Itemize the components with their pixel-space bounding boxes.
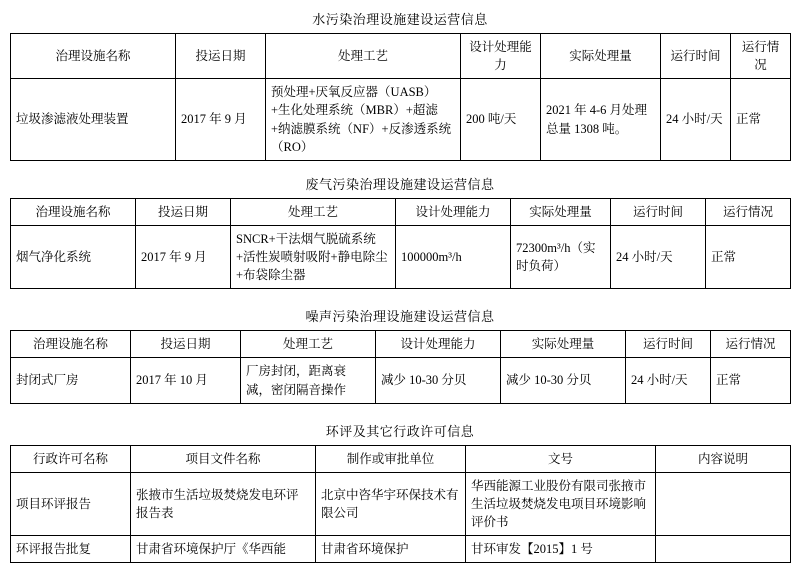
cell-issuer: 北京中咨华宇环保技术有限公司: [316, 472, 466, 535]
cell-design-capacity: 200 吨/天: [461, 79, 541, 161]
cell-permit-name: 项目环评报告: [11, 472, 131, 535]
cell-actual-volume: 72300m³/h（实时负荷）: [511, 225, 611, 288]
table-row: [11, 225, 791, 288]
cell-run-time: 24 小时/天: [661, 79, 731, 161]
section-noise: [10, 307, 790, 403]
col-header-start-date: 投运日期: [131, 331, 241, 358]
section-waste-gas: [10, 175, 790, 290]
col-header-facility-name: 治理设施名称: [11, 34, 176, 79]
table-row: [11, 79, 791, 161]
cell-start-date: 2017 年 10 月: [131, 358, 241, 403]
cell-permit-name: 环评报告批复: [11, 536, 131, 563]
table-waste-gas: [10, 198, 791, 290]
cell-document-name: 甘肃省环境保护厅《华西能: [131, 536, 316, 563]
cell-issuer: 甘肃省环境保护: [316, 536, 466, 563]
section-permits: [10, 422, 790, 563]
cell-process: SNCR+干法烟气脱硫系统+活性炭喷射吸附+静电除尘+布袋除尘器: [231, 225, 396, 288]
col-header-actual-volume: 实际处理量: [541, 34, 661, 79]
col-header-design-capacity: 设计处理能力: [376, 331, 501, 358]
cell-description: [656, 536, 791, 563]
cell-run-time: 24 小时/天: [626, 358, 711, 403]
col-header-document-name: 项目文件名称: [131, 445, 316, 472]
section-spacer: [10, 161, 790, 171]
table-row: [11, 472, 791, 535]
section-title-waste-gas: 废气污染治理设施建设运营信息: [305, 176, 495, 192]
col-header-start-date: 投运日期: [136, 198, 231, 225]
col-header-status: 运行情况: [731, 34, 791, 79]
cell-design-capacity: 减少 10-30 分贝: [376, 358, 501, 403]
cell-status: 正常: [711, 358, 791, 403]
section-title-permits: 环评及其它行政许可信息: [325, 423, 475, 439]
col-header-facility-name: 治理设施名称: [11, 331, 131, 358]
cell-actual-volume: 2021 年 4-6 月处理总量 1308 吨。: [541, 79, 661, 161]
section-water: [10, 10, 790, 161]
col-header-actual-volume: 实际处理量: [501, 331, 626, 358]
cell-start-date: 2017 年 9 月: [136, 225, 231, 288]
cell-facility-name: 垃圾渗滤液处理装置: [11, 79, 176, 161]
table-permits: [10, 445, 791, 563]
col-header-design-capacity: 设计处理能力: [461, 34, 541, 79]
col-header-process: 处理工艺: [241, 331, 376, 358]
cell-status: 正常: [706, 225, 791, 288]
table-header-row: [11, 445, 791, 472]
cell-description: [656, 472, 791, 535]
cell-status: 正常: [731, 79, 791, 161]
col-header-process: 处理工艺: [231, 198, 396, 225]
section-spacer: [10, 289, 790, 303]
col-header-status: 运行情况: [706, 198, 791, 225]
table-noise: [10, 330, 791, 403]
col-header-description: 内容说明: [656, 445, 791, 472]
section-title-water: 水污染治理设施建设运营信息: [312, 12, 488, 27]
col-header-process: 处理工艺: [266, 34, 461, 79]
col-header-document-number: 文号: [466, 445, 656, 472]
col-header-run-time: 运行时间: [611, 198, 706, 225]
col-header-issuer: 制作或审批单位: [316, 445, 466, 472]
table-row: [11, 358, 791, 403]
cell-design-capacity: 100000m³/h: [396, 225, 511, 288]
cell-facility-name: 烟气净化系统: [11, 225, 136, 288]
col-header-facility-name: 治理设施名称: [11, 198, 136, 225]
cell-document-name: 张掖市生活垃圾焚烧发电环评报告表: [131, 472, 316, 535]
col-header-run-time: 运行时间: [661, 34, 731, 79]
col-header-design-capacity: 设计处理能力: [396, 198, 511, 225]
col-header-start-date: 投运日期: [176, 34, 266, 79]
table-header-row: [11, 331, 791, 358]
cell-actual-volume: 减少 10-30 分贝: [501, 358, 626, 403]
cell-run-time: 24 小时/天: [611, 225, 706, 288]
table-header-row: [11, 34, 791, 79]
section-title-noise: 噪声污染治理设施建设运营信息: [305, 309, 495, 325]
section-spacer: [10, 404, 790, 418]
cell-document-number: 华西能源工业股份有限司张掖市生活垃圾焚烧发电项目环境影响评价书: [466, 472, 656, 535]
col-header-status: 运行情况: [711, 331, 791, 358]
col-header-run-time: 运行时间: [626, 331, 711, 358]
col-header-actual-volume: 实际处理量: [511, 198, 611, 225]
cell-facility-name: 封闭式厂房: [11, 358, 131, 403]
table-water: [10, 33, 791, 161]
cell-start-date: 2017 年 9 月: [176, 79, 266, 161]
col-header-permit-name: 行政许可名称: [11, 445, 131, 472]
table-header-row: [11, 198, 791, 225]
cell-process: 厂房封闭，距离衰减，密闭隔音操作: [241, 358, 376, 403]
cell-process: 预处理+厌氧反应器（UASB）+生化处理系统（MBR）+超滤+纳滤膜系统（NF）+反渗透系统（RO）: [266, 79, 461, 161]
table-row: [11, 536, 791, 563]
cell-document-number: 甘环审发【2015】1 号: [466, 536, 656, 563]
